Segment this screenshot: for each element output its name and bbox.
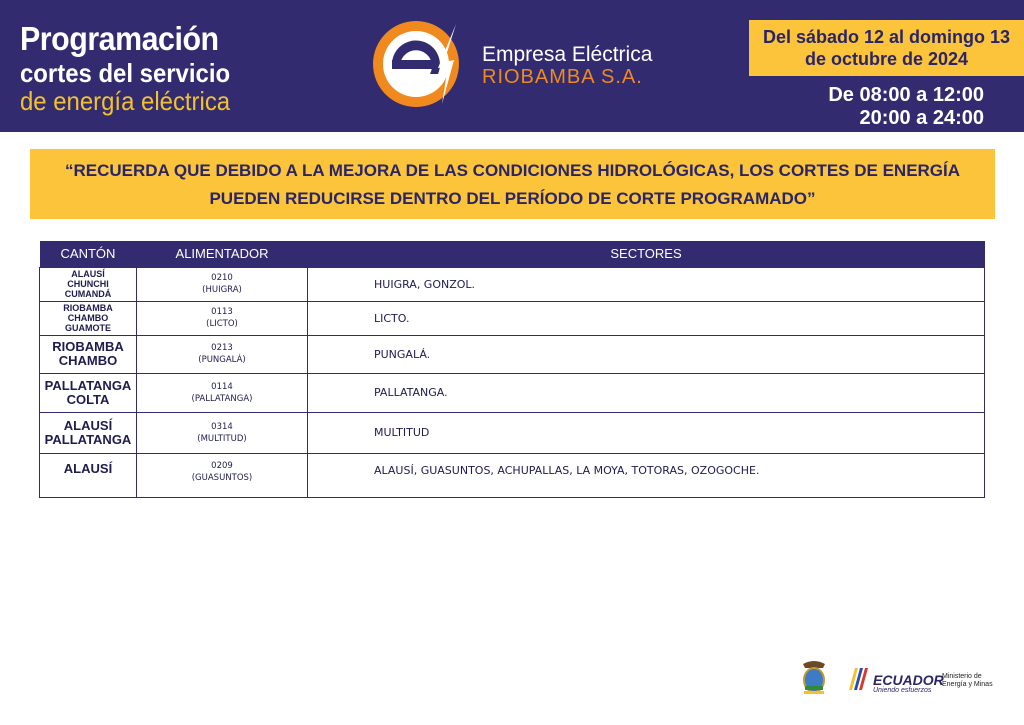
canton-name: PALLATANGA bbox=[44, 431, 132, 447]
alimentador-code: 0314 bbox=[211, 421, 233, 432]
header-sectores: SECTORES bbox=[308, 241, 985, 267]
company-name: Empresa Eléctrica bbox=[482, 43, 653, 66]
title-line-1: Programación bbox=[20, 20, 219, 57]
table-row bbox=[40, 373, 985, 412]
canton-name: CUMANDÁ bbox=[64, 289, 112, 299]
alimentador-name: (PUNGALÁ) bbox=[198, 355, 246, 365]
alimentador-code: 0213 bbox=[211, 343, 233, 353]
sectores-cell: MULTITUD bbox=[308, 412, 985, 453]
time-ranges bbox=[828, 84, 984, 130]
table-row bbox=[40, 412, 985, 453]
canton-name: CHUNCHI bbox=[67, 279, 109, 289]
ministry-name bbox=[942, 673, 1002, 689]
canton-name: PALLATANGA bbox=[44, 377, 132, 393]
date-line-1: Del sábado 12 al domingo 13 bbox=[762, 27, 1011, 47]
alimentador-name: (LICTO) bbox=[206, 319, 238, 329]
alimentador-name: (GUASUNTOS) bbox=[191, 472, 253, 483]
page-title bbox=[20, 22, 248, 114]
canton-name: RIOBAMBA bbox=[63, 303, 113, 313]
notice-banner bbox=[30, 149, 995, 219]
schedule-table bbox=[39, 241, 985, 498]
header-banner bbox=[0, 0, 1024, 132]
ecuador-tagline: Uniendo esfuerzos bbox=[873, 687, 932, 694]
table-header-row bbox=[40, 241, 985, 267]
canton-cell bbox=[40, 335, 137, 373]
alimentador-name: (MULTITUD) bbox=[197, 433, 247, 444]
company-logo bbox=[372, 18, 662, 113]
alimentador-cell bbox=[137, 453, 308, 497]
canton-name: ALAUSÍ bbox=[63, 460, 113, 476]
footer-logos bbox=[795, 660, 995, 700]
title-line-3: de energía eléctrica bbox=[20, 86, 231, 116]
canton-cell bbox=[40, 373, 137, 412]
ministry-line-1: Ministerio de bbox=[942, 673, 982, 680]
alimentador-code: 0113 bbox=[211, 307, 233, 317]
ecuador-stripes-logo bbox=[845, 668, 871, 690]
alimentador-code: 0209 bbox=[211, 460, 233, 471]
ecuador-text: ECUADOR bbox=[873, 672, 944, 688]
table-row bbox=[40, 301, 985, 335]
title-line-2: cortes del servicio bbox=[20, 58, 231, 88]
time-range-1: De 08:00 a 12:00 bbox=[828, 84, 984, 106]
alimentador-name: (HUIGRA) bbox=[202, 285, 242, 295]
sectores-cell: LICTO. bbox=[308, 301, 985, 335]
company-logo-mark-icon bbox=[372, 18, 464, 110]
canton-cell bbox=[40, 267, 137, 301]
header-canton: CANTÓN bbox=[40, 241, 137, 267]
sectores-cell: PALLATANGA. bbox=[308, 373, 985, 412]
canton-cell bbox=[40, 412, 137, 453]
canton-name: ALAUSÍ bbox=[63, 417, 113, 433]
alimentador-cell bbox=[137, 412, 308, 453]
sectores-cell: HUIGRA, GONZOL. bbox=[308, 267, 985, 301]
alimentador-cell bbox=[137, 267, 308, 301]
date-line-2: de octubre de 2024 bbox=[804, 49, 969, 69]
notice-line-1: “RECUERDA QUE DEBIDO A LA MEJORA DE LAS CONDICIONES HIDROLÓGICAS, LOS CORTES DE ENERGÍA bbox=[64, 161, 961, 180]
header-alimentador: ALIMENTADOR bbox=[137, 241, 308, 267]
alimentador-name: (PALLATANGA) bbox=[191, 393, 253, 404]
table-row bbox=[40, 335, 985, 373]
canton-cell bbox=[40, 301, 137, 335]
alimentador-cell bbox=[137, 373, 308, 412]
date-range-box bbox=[749, 20, 1024, 76]
canton-cell bbox=[40, 453, 137, 497]
coat-of-arms-icon bbox=[799, 660, 829, 696]
company-subname: RIOBAMBA S.A. bbox=[482, 66, 643, 88]
canton-name: CHAMBO bbox=[58, 353, 118, 368]
ministry-line-2: Energía y Minas bbox=[942, 681, 993, 688]
time-range-2: 20:00 a 24:00 bbox=[859, 107, 984, 129]
notice-line-2: PUEDEN REDUCIRSE DENTRO DEL PERÍODO DE CORTE PROGRAMADO” bbox=[209, 189, 816, 208]
canton-name: GUAMOTE bbox=[65, 323, 111, 333]
canton-name: CHAMBO bbox=[67, 313, 109, 323]
alimentador-cell bbox=[137, 335, 308, 373]
table-row bbox=[40, 267, 985, 301]
alimentador-code: 0114 bbox=[211, 381, 233, 392]
sectores-cell: ALAUSÍ, GUASUNTOS, ACHUPALLAS, LA MOYA, TOTORAS, OZOGOCHE. bbox=[308, 453, 985, 497]
canton-name: ALAUSÍ bbox=[71, 269, 105, 279]
alimentador-cell bbox=[137, 301, 308, 335]
canton-name: COLTA bbox=[66, 391, 110, 407]
canton-name: RIOBAMBA bbox=[52, 339, 124, 354]
table-row bbox=[40, 453, 985, 497]
alimentador-code: 0210 bbox=[211, 273, 233, 283]
sectores-cell: PUNGALÁ. bbox=[308, 335, 985, 373]
